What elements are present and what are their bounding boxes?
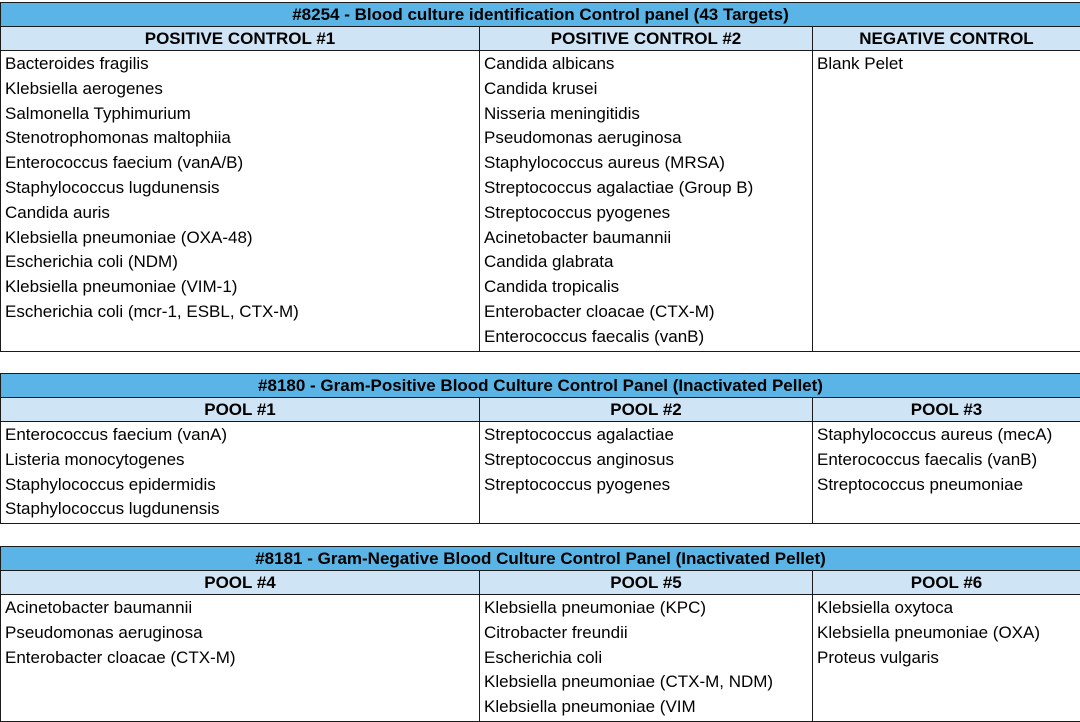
column-header-row <box>1 571 1080 595</box>
organism-name: Staphylococcus aureus (MRSA) <box>484 151 808 176</box>
organism-list <box>1 422 480 524</box>
panel-title-row <box>1 3 1080 27</box>
organism-name: Candida auris <box>5 201 475 226</box>
organism-name: Klebsiella pneumoniae (OXA) <box>817 621 1076 646</box>
organism-name: Klebsiella oxytoca <box>817 596 1076 621</box>
organism-name: Staphylococcus epidermidis <box>5 473 475 498</box>
organism-name: Candida tropicalis <box>484 275 808 300</box>
organism-name: Stenotrophomonas maltophiia <box>5 126 475 151</box>
organism-row <box>1 595 1080 722</box>
control-panel-table <box>0 546 1080 722</box>
organism-name: Escherichia coli (mcr-1, ESBL, CTX-M) <box>5 300 475 325</box>
organism-name: Escherichia coli (NDM) <box>5 250 475 275</box>
organism-list <box>813 422 1080 524</box>
column-header: POOL #3 <box>813 398 1080 422</box>
column-header: NEGATIVE CONTROL <box>813 27 1080 51</box>
organism-name: Nisseria meningitidis <box>484 102 808 127</box>
organism-name: Klebsiella aerogenes <box>5 77 475 102</box>
organism-row <box>1 422 1080 524</box>
organism-name: Listeria monocytogenes <box>5 448 475 473</box>
column-header: POSITIVE CONTROL #1 <box>1 27 480 51</box>
column-header-row <box>1 27 1080 51</box>
column-header: POOL #5 <box>480 571 813 595</box>
organism-name: Klebsiella pneumoniae (VIM <box>484 695 808 720</box>
organism-name: Blank Pelet <box>817 52 1076 77</box>
organism-name: Streptococcus pneumoniae <box>817 473 1076 498</box>
organism-list <box>480 595 813 722</box>
organism-list <box>1 51 480 352</box>
panel-title: #8254 - Blood culture identification Control panel (43 Targets) <box>1 3 1080 27</box>
organism-name: Enterococcus faecalis (vanB) <box>484 325 808 350</box>
panel-title-row <box>1 547 1080 571</box>
organism-name: Staphylococcus aureus (mecA) <box>817 423 1076 448</box>
column-header-row <box>1 398 1080 422</box>
panel-title: #8181 - Gram-Negative Blood Culture Control Panel (Inactivated Pellet) <box>1 547 1080 571</box>
column-header: POOL #6 <box>813 571 1080 595</box>
organism-list <box>813 595 1080 722</box>
organism-name: Streptococcus anginosus <box>484 448 808 473</box>
organism-name: Klebsiella pneumoniae (OXA-48) <box>5 226 475 251</box>
organism-name: Staphylococcus lugdunensis <box>5 497 475 522</box>
organism-list <box>1 595 480 722</box>
panel-title: #8180 - Gram-Positive Blood Culture Control Panel (Inactivated Pellet) <box>1 374 1080 398</box>
organism-name: Enterococcus faecium (vanA) <box>5 423 475 448</box>
organism-name: Proteus vulgaris <box>817 646 1076 671</box>
panel-title-row <box>1 374 1080 398</box>
organism-list <box>480 422 813 524</box>
column-header: POOL #2 <box>480 398 813 422</box>
organism-name: Citrobacter freundii <box>484 621 808 646</box>
column-header: POOL #4 <box>1 571 480 595</box>
organism-name: Candida albicans <box>484 52 808 77</box>
organism-name: Streptococcus agalactiae (Group B) <box>484 176 808 201</box>
organism-name: Enterococcus faecium (vanA/B) <box>5 151 475 176</box>
organism-list <box>813 51 1080 352</box>
organism-name: Streptococcus agalactiae <box>484 423 808 448</box>
organism-name: Pseudomonas aeruginosa <box>484 126 808 151</box>
column-header: POSITIVE CONTROL #2 <box>480 27 813 51</box>
organism-name: Pseudomonas aeruginosa <box>5 621 475 646</box>
organism-name: Streptococcus pyogenes <box>484 201 808 226</box>
organism-name: Enterococcus faecalis (vanB) <box>817 448 1076 473</box>
organism-name: Bacteroides fragilis <box>5 52 475 77</box>
organism-name: Enterobacter cloacae (CTX-M) <box>484 300 808 325</box>
organism-name: Acinetobacter baumannii <box>5 596 475 621</box>
organism-row <box>1 51 1080 352</box>
organism-name: Klebsiella pneumoniae (KPC) <box>484 596 808 621</box>
organism-name: Enterobacter cloacae (CTX-M) <box>5 646 475 671</box>
organism-name: Candida glabrata <box>484 250 808 275</box>
organism-name: Salmonella Typhimurium <box>5 102 475 127</box>
organism-name: Escherichia coli <box>484 646 808 671</box>
organism-list <box>480 51 813 352</box>
organism-name: Acinetobacter baumannii <box>484 226 808 251</box>
organism-name: Candida krusei <box>484 77 808 102</box>
organism-name: Staphylococcus lugdunensis <box>5 176 475 201</box>
organism-name: Klebsiella pneumoniae (VIM-1) <box>5 275 475 300</box>
column-header: POOL #1 <box>1 398 480 422</box>
organism-name: Klebsiella pneumoniae (CTX-M, NDM) <box>484 670 808 695</box>
control-panel-table <box>0 2 1080 352</box>
control-panel-table <box>0 373 1080 524</box>
organism-name: Streptococcus pyogenes <box>484 473 808 498</box>
